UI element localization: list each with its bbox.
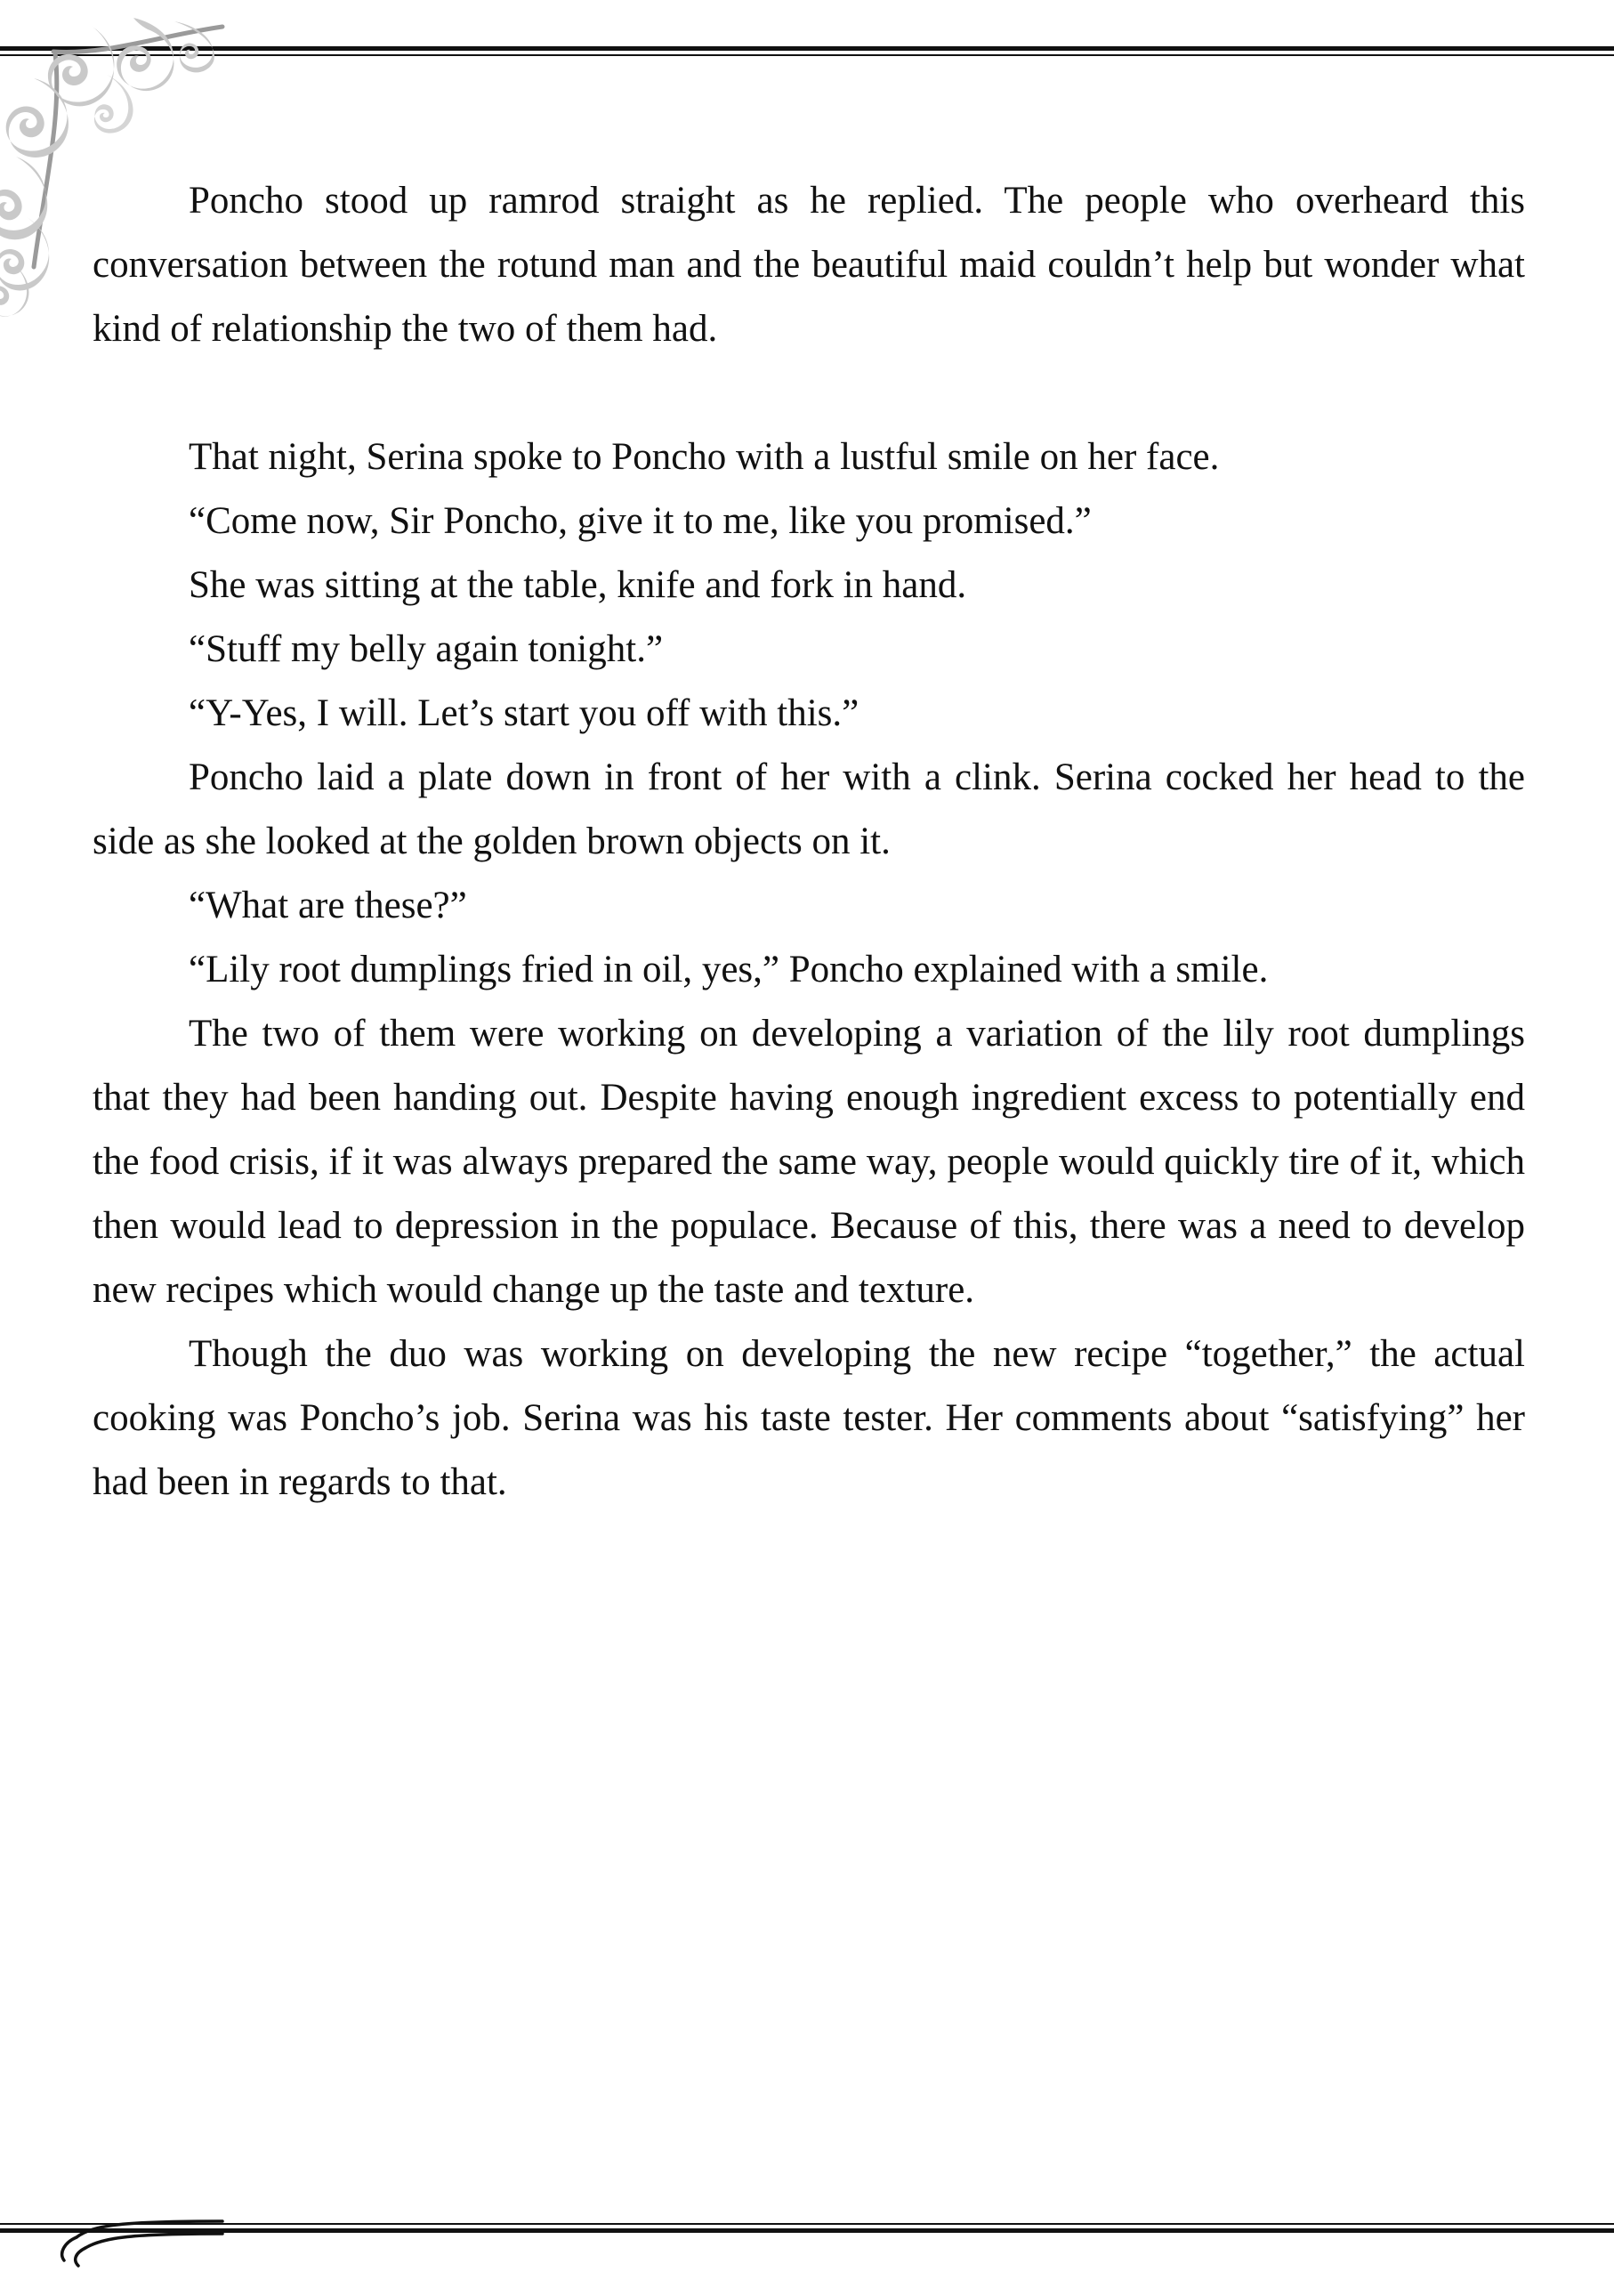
paragraph-spacer [93, 361, 1525, 425]
top-rule-thick-line [0, 46, 1614, 51]
top-rule-thin-line [0, 54, 1614, 56]
paragraph: The two of them were working on developing a variation of the lily root dumplings that they had been handing out. Despite having enough ingredient excess to potentially end the food crisis, if it was always prepared the same way, people would quickly tire of it, which then would lead to depression in the populace. Because of this, there was a need to develop new recipes which would change up the taste and texture. [93, 1013, 1525, 1311]
paragraph: “Y-Yes, I will. Let’s start you off with this.” [189, 692, 859, 734]
bottom-rule-thick-line [0, 2228, 1614, 2233]
paragraph: Poncho stood up ramrod straight as he replied. The people who overheard this conversation between the rotund man and the beautiful maid couldn’t help but wonder what kind of relationship the two of them had. [93, 180, 1525, 350]
paragraph: “Lily root dumplings fried in oil, yes,” Poncho explained with a smile. [189, 949, 1269, 990]
page-body-text [93, 169, 1525, 1515]
paragraph: She was sitting at the table, knife and fork in hand. [189, 564, 967, 606]
paragraph: “What are these?” [189, 885, 467, 926]
page-top-rule [0, 46, 1614, 57]
paragraph: “Stuff my belly again tonight.” [189, 628, 664, 670]
paragraph: Though the duo was working on developing the new recipe “together,” the actual cooking was Poncho’s job. Serina was his taste tester. Her comments about “satisfying” her had been in regards to that. [93, 1333, 1525, 1503]
bottom-rule-thin-line [0, 2223, 1614, 2225]
paragraph: That night, Serina spoke to Poncho with a lustful smile on her face. [189, 436, 1220, 478]
paragraph: Poncho laid a plate down in front of her with a clink. Serina cocked her head to the side as she looked at the golden brown objects on it. [93, 756, 1525, 862]
page-bottom-rule [0, 2223, 1614, 2234]
filigree-corner-swash-icon [0, 2171, 231, 2296]
paragraph: “Come now, Sir Poncho, give it to me, like you promised.” [189, 500, 1092, 542]
